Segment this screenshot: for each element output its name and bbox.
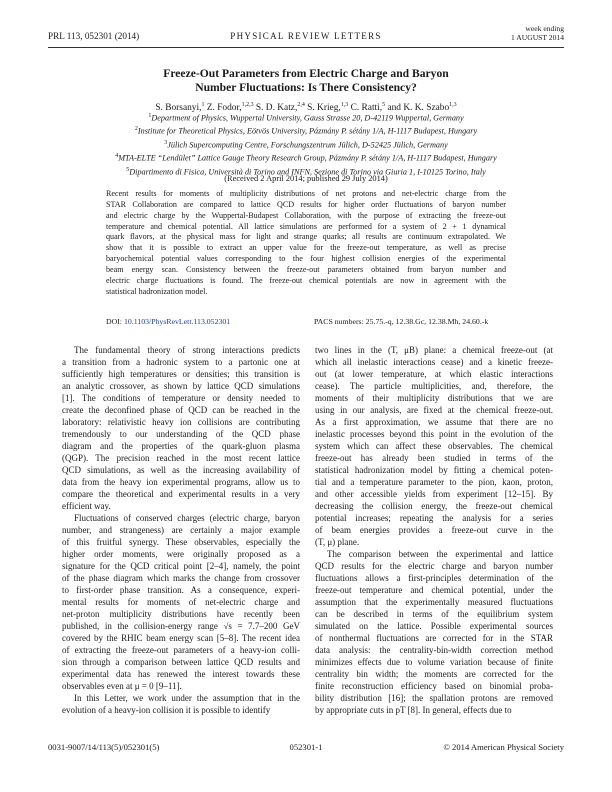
body-text-line: which all inelastic interactions cease) and a kinetic freeze- — [315, 357, 553, 368]
affiliation: $^2$Institute for Theoretical Physics, Eötvös University, Pázmány P. sétány 1/A, H-1117 Budapest, Hungary — [134, 126, 478, 137]
body-text-line: and other accessible yields from experiment [12–15]. By — [315, 489, 553, 500]
body-text-line: net-proton multiplicity distributions have recently been — [62, 609, 300, 620]
body-text-line: experimental data has renewed the interest towards these — [62, 669, 300, 680]
received-dates: (Received 2 April 2014; published 29 July 2014) — [224, 174, 388, 183]
footer-issn: 0031-9007/14/113(5)/052301(5) — [48, 742, 160, 752]
body-text-line: [1]. The conditions of temperature or density needed to — [62, 393, 300, 404]
affiliation: $^3$Jülich Supercomputing Centre, Forschungszentrum Jülich, D-52425 Jülich, Germany — [164, 139, 448, 150]
body-text-line: QCD simulations, as well as the increasing availability of — [62, 465, 300, 476]
page-number: 052301-1 — [289, 742, 323, 752]
body-text-line: QCD results for the electric charge and baryon number — [315, 561, 553, 572]
issue-date-value: 1 AUGUST 2014 — [510, 32, 564, 42]
affiliation: $^1$Department of Physics, Wuppertal University, Gauss Strasse 20, D-42119 Wuppertal, Germany — [148, 113, 464, 123]
body-text-line: fluctuations allows a first-principles determination of the — [315, 573, 553, 584]
body-text-line: higher order moments, were originally proposed as a — [62, 549, 300, 560]
body-text-line: freeze-out temperature and chemical potential, under the — [315, 585, 553, 596]
author: Z. Fodor,$^{1,2,3}$ — [206, 102, 254, 114]
body-text-line: data analysis: the centrality-bin-width correction method — [315, 645, 553, 656]
body-text-line: of nonthermal fluctuations are corrected for in the STAR — [315, 633, 553, 644]
pacs-numbers: PACS numbers: 25.75.-q, 12.38.Gc, 12.38.Mh, 24.60.-k — [314, 317, 489, 326]
page-header — [48, 24, 564, 46]
week-ending-label: week ending — [525, 24, 564, 33]
body-text-line: tremendously to our understanding of the QCD phase — [62, 429, 300, 440]
doi-label: DOI: — [106, 317, 123, 326]
body-text-line: by appropriate cuts in pT [8]. In general, effects due to — [315, 705, 512, 716]
doi-link[interactable]: 10.1103/PhysRevLett.113.052301 — [123, 317, 231, 326]
body-text-line: (T, μ) plane. — [315, 537, 360, 548]
author: and K. K. Szabo$^{1,3}$ — [387, 102, 457, 114]
paper-title — [60, 67, 552, 94]
abstract — [106, 189, 506, 298]
abstract-line: electric charge fluctuations is found. The freeze-out chemical potentials are now in agreement with the — [106, 275, 506, 285]
body-text-line: using in our analysis, are fixed at the chemical freeze-out. — [315, 405, 553, 416]
journal-reference: PRL 113, 052301 (2014) — [48, 31, 140, 41]
body-column-right — [315, 344, 553, 716]
body-text-line: simulated on the lattice. Possible experimental sources — [315, 621, 553, 632]
affiliations — [40, 111, 572, 178]
abstract-line: beam energy scan. Consistency between the freeze-out parameters obtained from baryon number and — [106, 265, 506, 275]
body-text-line: sion through a comparison between lattice QCD results and — [62, 657, 300, 668]
body-text-line: sufficiently high temperatures or densities; this transition is — [62, 369, 300, 380]
body-text-line: create the deconfined phase of QCD can be reached in the — [62, 405, 300, 416]
body-text-line: covered by the RHIC beam energy scan [5–8]. The recent idea — [62, 633, 300, 644]
body-text-line: assumption that the experimentally measured fluctuations — [315, 597, 553, 608]
body-text-line: of extracting the freeze-out parameters of a heavy-ion colli- — [62, 645, 300, 656]
body-text-line: observables even at μ = 0 [9–11]. — [62, 681, 182, 692]
body-text-line: cease). The particle multiplicities, and, therefore, the — [315, 381, 553, 392]
body-text-line: freeze-out has already been studied in terms of the — [315, 453, 553, 464]
body-text-line: finite reconstruction efficiency based on binomial proba- — [315, 681, 553, 692]
journal-name: PHYSICAL REVIEW LETTERS — [230, 31, 382, 41]
body-text-line: can be described in terms of the equilibrium system — [315, 609, 553, 620]
header-divider — [48, 47, 564, 48]
body-text-line: two lines in the (T, μB) plane: a chemical freeze-out (at — [315, 345, 553, 355]
body-text-line: published, in the collision-energy range √s = 7.7–200 GeV — [62, 621, 300, 632]
author: S. Borsanyi,$^1$ — [155, 102, 205, 114]
body-text-line: moments of their multiplicity distributions that we are — [315, 393, 553, 404]
body-text-line: system which can affect these observables. The chemical — [315, 441, 553, 452]
body-text-line: of beam energies provides a freeze-out curve in the — [315, 525, 553, 536]
body-text-line: (QGP). The precision reached in the most recent lattice — [62, 453, 300, 464]
body-text-line: of this fruitful synergy. These observables, especially the — [62, 537, 300, 548]
body-text-line: a transition from a hadronic system to a partonic one at — [62, 357, 300, 368]
abstract-line: and electric charge by the Wuppertal-Budapest Collaboration, with the purpose of extracting the freeze-out — [106, 210, 506, 220]
author: S. Krieg,$^{1,3}$ — [307, 102, 349, 114]
body-text-line: diagram and the properties of the quark-gluon plasma — [62, 441, 300, 452]
body-text-line: potential increases; repeating the analysis for a series — [315, 513, 553, 524]
title-line: Number Fluctuations: Is There Consistency? — [195, 80, 417, 94]
copyright: © 2014 American Physical Society — [443, 742, 564, 752]
abstract-line: baryochemical potential values corresponding to the four highest collision energies of the experimental — [106, 254, 506, 264]
body-text-line: statistical hadronization model by fitting a chemical poten- — [315, 465, 553, 476]
body-text-line: tial and a temperature parameter to the pion, kaon, proton, — [315, 477, 553, 488]
body-text-line: signature for the QCD critical point [2–4], namely, the point — [62, 561, 300, 572]
body-text-line: of the phase diagram which marks the change from crossover — [62, 573, 300, 584]
body-text-line: number, and strangeness) are certainly a major example — [62, 525, 300, 536]
issue-date — [511, 25, 564, 42]
author: S. D. Katz,$^{2,4}$ — [255, 102, 305, 114]
body-text-line: bility distribution [16]; the spallation protons are removed — [315, 693, 553, 704]
body-text-line: minimizes effects due to volume variation because of finite — [315, 657, 553, 668]
body-text-line: to first-order phase transition. As a consequence, experi- — [62, 585, 300, 596]
body-text-line: As a first approximation, we assume that there are no — [315, 417, 553, 428]
body-text-line: data from the heavy ion experimental programs, allow us to — [62, 477, 300, 488]
body-column-left — [62, 344, 300, 716]
abstract-line: show that it is possible to extract an upper value for the freeze-out temperature, as well as precise — [106, 243, 506, 253]
body-text-line: centrality bin width; the moments are corrected for the — [315, 669, 553, 680]
body-text-line: In this Letter, we work under the assumption that in the — [74, 693, 300, 704]
body-text-line: The comparison between the experimental and lattice — [327, 549, 553, 560]
body-text-line: decreasing the collision energy, the freeze-out chemical — [315, 501, 553, 512]
body-text-line: efficient way. — [62, 501, 111, 512]
abstract-line: Recent results for moments of multiplicity distributions of net protons and net-electric charge from the — [106, 189, 506, 198]
abstract-line: statistical hadronization model. — [106, 286, 208, 296]
body-text-line: out (at lower temperature, at which elastic interactions — [315, 369, 553, 380]
body-text-line: compare the theoretical and experimental results in a very — [62, 489, 300, 500]
doi — [106, 317, 230, 326]
affiliation: $^4$MTA-ELTE “Lendület” Lattice Gauge Theory Research Group, Pázmány P. sétány 1/A, H-1117 Budapest, Hungary — [115, 153, 497, 164]
body-text-line: The fundamental theory of strong interactions predicts — [74, 345, 300, 355]
abstract-line: quark flavors, at the physical mass for light and strange quarks; all results are continuum extrapolated. We — [106, 232, 506, 242]
abstract-line: temperature and chemical potential. All lattice simulations are performed for a system of 2 + 1 dynamical — [106, 221, 506, 231]
body-text-line: mental results for moments of net-electric charge and — [62, 597, 300, 608]
affiliation: $^5$Dipartimento di Fisica, Università di Torino and INFN, Sezione di Torino via Giuria 1, I-10125 Torino, Italy — [126, 166, 486, 177]
body-text-line: an analytic crossover, as shown by lattice QCD simulations — [62, 381, 300, 392]
body-text-line: inelastic processes beyond this point in the evolution of the — [315, 429, 553, 440]
body-text-line: laboratory: relativistic heavy ion collisions are contributing — [62, 417, 300, 428]
body-text-line: evolution of a heavy-ion collision it is possible to identify — [62, 705, 271, 716]
author: C. Ratti,$^5$ — [350, 102, 386, 114]
title-line: Freeze-Out Parameters from Electric Charge and Baryon — [163, 67, 449, 80]
abstract-line: STAR Collaboration are compared to lattice QCD results for higher order fluctuations of baryon number — [106, 199, 506, 209]
body-text-line: Fluctuations of conserved charges (electric charge, baryon — [74, 513, 300, 524]
